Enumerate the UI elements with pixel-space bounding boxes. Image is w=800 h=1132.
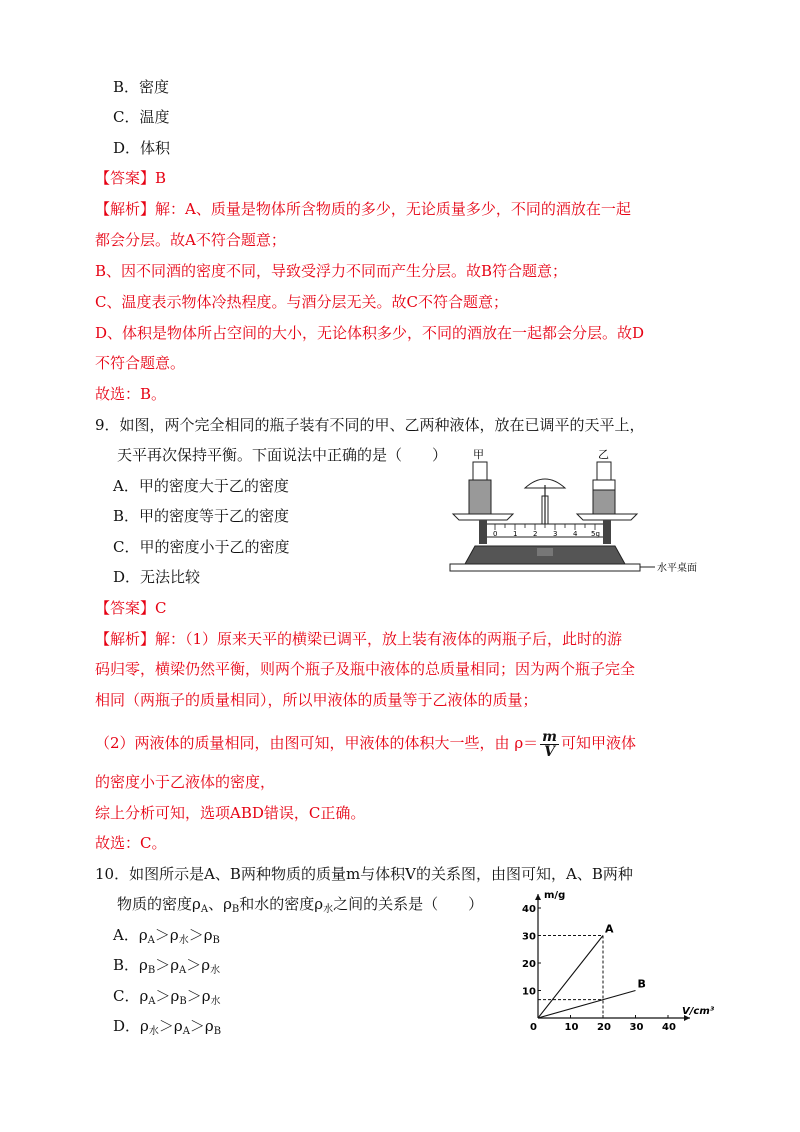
desk-label: 水平桌面 (657, 563, 697, 574)
answer-tag: 【答案】 (95, 169, 156, 187)
y-axis-arrow-icon (535, 894, 541, 900)
y-tick-label: 10 (522, 986, 536, 998)
q10-stem-2: 物质的密度$\rho_A$、$\rho_B$和水的密度$\rho_水$之间的关系是（ ） (117, 895, 484, 915)
q8-answer (95, 167, 166, 189)
right-pan-icon (577, 514, 637, 520)
q9-stem-2: 天平再次保持平衡。下面说法中正确的是（ ） (117, 446, 448, 464)
q9-option-c: C．甲的密度小于乙的密度 (113, 538, 290, 556)
label-jia: 甲 (473, 448, 484, 461)
formula-denominator: V (544, 743, 555, 760)
q9-option-d: D．无法比较 (113, 568, 201, 586)
q10-option-a: A．$\rho_A>\rho_水>\rho_B$ (113, 926, 220, 946)
q8-conclusion: 故选：B。 (95, 385, 167, 403)
q9-answer (95, 597, 167, 619)
density-formula (540, 730, 559, 759)
balance-figure (445, 440, 725, 580)
label-yi: 乙 (598, 448, 609, 461)
x-tick-label: 40 (662, 1022, 676, 1033)
q10-option-b: B．$\rho_B>\rho_A>\rho_水$ (113, 956, 221, 976)
q10-option-d: D．$\rho_水>\rho_A>\rho_B$ (113, 1017, 222, 1037)
q8-analysis-6: 不符合题意。 (95, 354, 186, 372)
q9-conclusion: 故选：C。 (95, 834, 167, 852)
q9-analysis-6: 综上分析可知，选项ABD错误，C正确。 (95, 804, 366, 822)
q8-analysis-4: C、温度表示物体冷热程度。与酒分层无关。故C不符合题意； (95, 293, 508, 311)
scale-tick: 4 (573, 530, 578, 538)
q10-stem-1: 10．如图所示是A、B两种物质的质量m与体积V的关系图，由图可知，A、B两种 (95, 865, 633, 883)
mass-volume-chart (505, 888, 735, 1038)
q8-analysis-5: D、体积是物体所占空间的大小，无论体积多少，不同的酒放在一起都会分层。故D (95, 324, 645, 342)
answer-tag: 【答案】 (95, 599, 156, 617)
analysis-text: 可知甲液体 (560, 734, 636, 752)
series-label-A: A (605, 922, 614, 936)
q8-analysis-2: 都会分层。故A不符合题意； (95, 231, 286, 249)
series-label-B: B (637, 977, 646, 991)
analysis-text: （2）两液体的质量相同，由图可知，甲液体的体积大一些，由 ρ＝ (95, 734, 539, 752)
y-tick-label: 40 (522, 904, 536, 915)
scale-tick: 2 (533, 530, 538, 538)
answer-value: B (155, 169, 167, 187)
y-tick-label: 30 (522, 931, 536, 943)
y-axis-label: m/g (544, 890, 566, 901)
q9-option-a: A．甲的密度大于乙的密度 (113, 477, 289, 495)
q8-analysis-1 (95, 198, 631, 220)
formula-numerator: m (542, 728, 557, 745)
q8-option-c: C．温度 (113, 108, 170, 126)
q8-analysis-3: B、因不同酒的密度不同，导致受浮力不同而产生分层。故B符合题意； (95, 262, 568, 280)
analysis-text: 解：（1）原来天平的横梁已调平，放上装有液体的两瓶子后，此时的游 (155, 630, 623, 648)
scale-tick: 5g (591, 530, 600, 538)
q9-analysis-3: 相同（两瓶子的质量相同），所以甲液体的质量等于乙液体的质量； (95, 691, 538, 709)
q8-option-b: B．密度 (113, 78, 170, 96)
left-pan-icon (453, 514, 513, 520)
q9-analysis-5: 的密度小于乙液体的密度， (95, 773, 276, 791)
q9-analysis-2: 码归零，横梁仍然平衡，则两个瓶子及瓶中液体的总质量相同；因为两个瓶子完全 (95, 660, 636, 678)
scale-tick: 1 (513, 530, 518, 538)
x-axis-label: V/cm³ (682, 1006, 715, 1017)
series-line-A (538, 936, 603, 1019)
scale-tick: 3 (553, 530, 558, 538)
x-tick-label: 30 (629, 1022, 644, 1033)
q8-option-d: D．体积 (113, 139, 171, 157)
x-tick-label: 20 (597, 1022, 611, 1033)
x-tick-label: 10 (564, 1022, 579, 1033)
y-tick-label: 20 (522, 959, 536, 970)
bottle-jia-icon (469, 462, 491, 514)
bottle-yi-icon (593, 462, 615, 514)
analysis-tag: 【解析】 (95, 630, 156, 648)
q9-analysis-4 (95, 727, 636, 759)
analysis-text: 解：A、质量是物体所含物质的多少，无论质量多少，不同的酒放在一起 (155, 200, 631, 218)
q10-option-c: C．$\rho_A>\rho_B>\rho_水$ (113, 987, 221, 1007)
x-tick-label: 0 (530, 1022, 537, 1033)
series-line-B (538, 991, 636, 1019)
q9-analysis-1 (95, 628, 622, 650)
scale-tick: 0 (493, 530, 498, 538)
q9-option-b: B．甲的密度等于乙的密度 (113, 507, 290, 525)
answer-value: C (155, 599, 167, 617)
analysis-tag: 【解析】 (95, 200, 156, 218)
desk-icon (450, 564, 640, 571)
q9-stem-1: 9．如图，两个完全相同的瓶子装有不同的甲、乙两种液体，放在已调平的天平上， (95, 416, 645, 434)
